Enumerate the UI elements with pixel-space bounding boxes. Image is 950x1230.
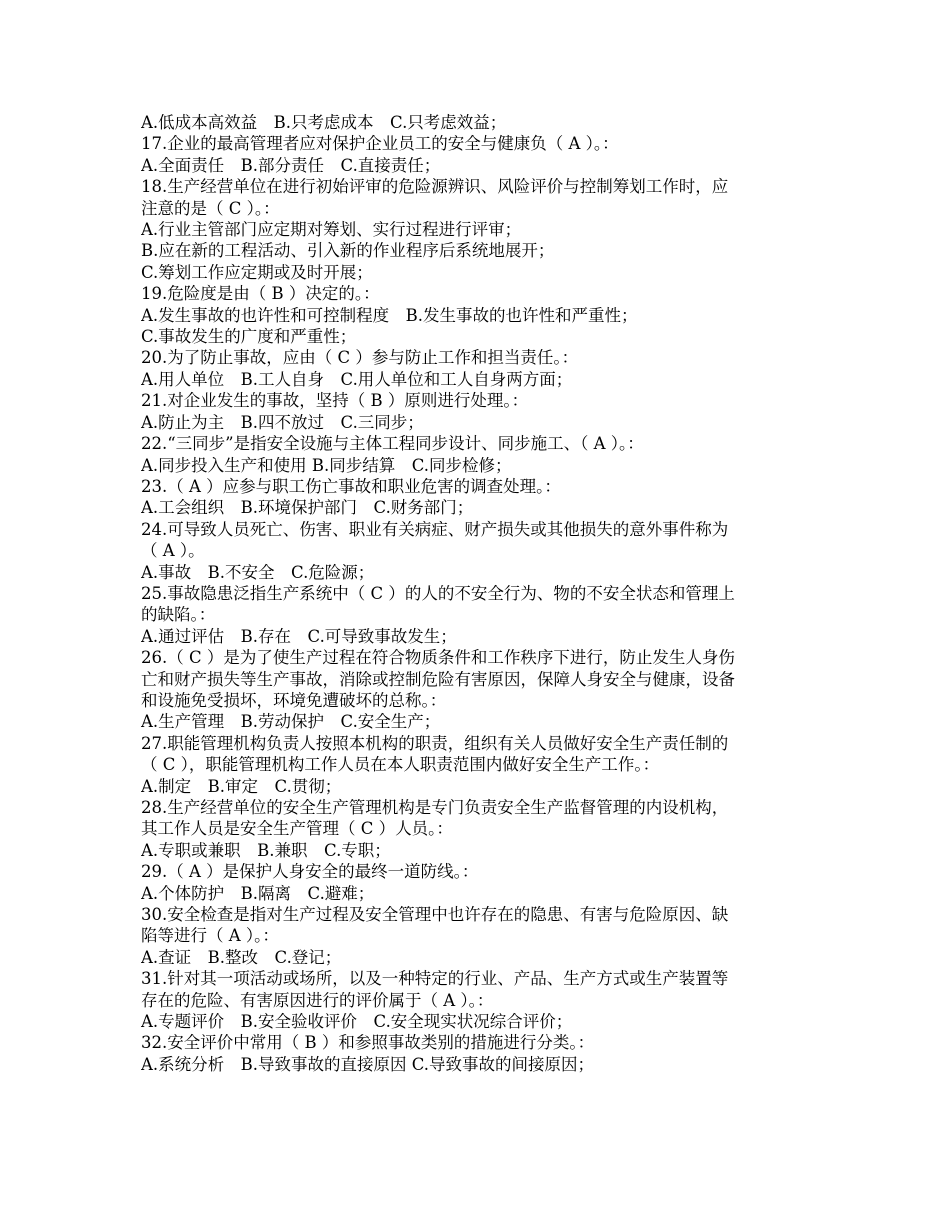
text-line: A.系统分析 B.导致事故的直接原因 C.导致事故的间接原因； — [141, 1054, 595, 1074]
text-line: （ A ）。 — [141, 541, 205, 561]
text-line: C.事故发生的广度和严重性； — [141, 327, 357, 347]
text-line: 21.对企业发生的事故，坚持（ B ）原则进行处理。： — [141, 391, 529, 411]
text-line: A.个体防护 B.隔离 C.避难； — [141, 883, 375, 903]
text-line: 23.（ A ）应参与职工伤亡事故和职业危害的调查处理。： — [141, 476, 561, 496]
text-line: 陷等进行（ A ）。： — [141, 926, 279, 946]
text-line: A.生产管理 B.劳动保护 C.安全生产； — [141, 712, 441, 732]
text-line: A.制定 B.审定 C.贯彻； — [141, 776, 342, 796]
text-line: 19.危险度是由（ B ）决定的。： — [141, 284, 380, 304]
text-line: A.低成本高效益 B.只考虑成本 C.只考虑效益； — [141, 113, 507, 132]
text-line: 存在的危险、有害原因进行的评价属于（ A ）。： — [141, 990, 494, 1010]
text-line: 26.（ C ）是为了使生产过程在符合物质条件和工作秩序下进行，防止发生人身伤 — [141, 648, 735, 668]
text-line: 27.职能管理机构负责人按照本机构的职责，组织有关人员做好安全生产责任制的 — [141, 733, 729, 753]
text-line: A.通过评估 B.存在 C.可导致事故发生； — [141, 626, 457, 646]
text-line: A.专职或兼职 B.兼职 C.专职； — [141, 840, 391, 860]
text-line: A.行业主管部门应定期对筹划、实行过程进行评审； — [141, 220, 522, 240]
text-line: 28.生产经营单位的安全生产管理机构是专门负责安全生产监督管理的内设机构， — [141, 798, 729, 817]
text-line: A.全面责任 B.部分责任 C.直接责任； — [141, 155, 441, 175]
text-line: 亡和财产损失等生产事故，消除或控制危险有害原因，保障人身安全与健康，设备 — [141, 669, 735, 689]
text-line: A.工会组织 B.环境保护部门 C.财务部门； — [141, 498, 474, 518]
text-line: A.专题评价 B.安全验收评价 C.安全现实状况综合评价； — [141, 1012, 573, 1032]
text-line: A.防止为主 B.四不放过 C.三同步； — [141, 412, 424, 432]
text-line: A.同步投入生产和使用 B.同步结算 C.同步检修； — [141, 455, 512, 475]
text-line: 的缺陷。： — [141, 605, 216, 625]
text-line: 18.生产经营单位在进行初始评审的危险源辨识、风险评价与控制筹划工作时，应 — [141, 177, 729, 197]
text-line: B.应在新的工程活动、引入新的作业程序后系统地展开； — [141, 241, 555, 261]
text-line: 30.安全检查是指对生产过程及安全管理中也许存在的隐患、有害与危险原因、缺 — [141, 905, 729, 925]
text-line: 32.安全评价中常用（ B ）和参照事故类别的措施进行分类。： — [141, 1033, 595, 1053]
text-line: 31.针对其一项活动或场所，以及一种特定的行业、产品、生产方式或生产装置等 — [141, 969, 729, 989]
text-line: 22.“三同步”是指安全设施与主体工程同步设计、同步施工、（ A ）。： — [141, 434, 644, 454]
document-body — [141, 112, 813, 1075]
text-line: 17.企业的最高管理者应对保护企业员工的安全与健康负（ A ）。： — [141, 134, 619, 154]
text-line: 其工作人员是安全生产管理（ C ）人员。： — [141, 819, 453, 839]
text-line: 20.为了防止事故，应由（ C ）参与防止工作和担当责任。： — [141, 348, 579, 368]
text-line: 25.事故隐患泛指生产系统中（ C ）的人的不安全行为、物的不安全状态和管理上 — [141, 583, 735, 603]
text-line: 29.（ A ）是保护人身安全的最终一道防线。： — [141, 862, 479, 882]
text-line: （ C ），职能管理机构工作人员在本人职责范围内做好安全生产工作。： — [141, 755, 660, 775]
text-line: A.发生事故的也许性和可控制程度 B.发生事故的也许性和严重性； — [141, 305, 638, 325]
text-line: A.事故 B.不安全 C.危险源； — [141, 562, 375, 582]
text-line: 注意的是（ C ）。： — [141, 198, 280, 218]
text-line: C.筹划工作应定期或及时开展； — [141, 262, 373, 282]
text-line: A.用人单位 B.工人自身 C.用人单位和工人自身两方面； — [141, 369, 573, 389]
text-line: 和设施免受损坏，环境免遭破坏的总称。： — [141, 690, 447, 710]
text-line: 24.可导致人员死亡、伤害、职业有关病症、财产损失或其他损失的意外事件称为 — [141, 519, 729, 539]
text-line: A.查证 B.整改 C.登记； — [141, 947, 342, 967]
